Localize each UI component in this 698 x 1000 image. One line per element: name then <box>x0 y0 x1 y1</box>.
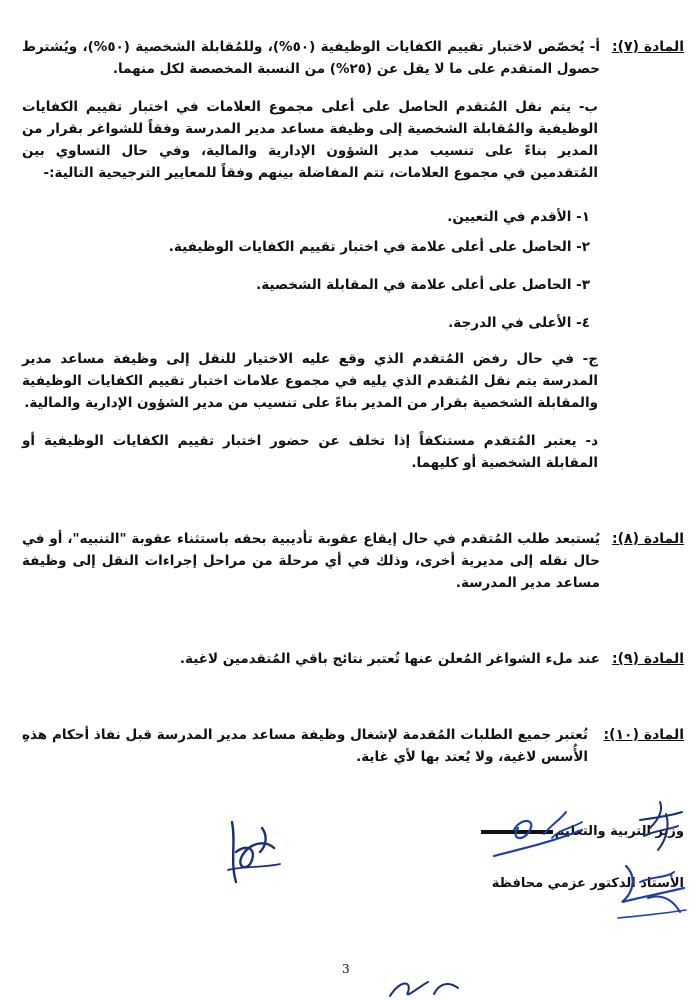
article-7 <box>22 36 684 471</box>
signatory-title: وزير التربية والتعليم <box>481 822 684 842</box>
criterion-1: ١- الأقدم في التعيين. <box>447 209 590 225</box>
article-7-label: المادة (٧): <box>612 39 684 55</box>
article-10-label: المادة (١٠): <box>603 727 684 743</box>
article-9-label: المادة (٩): <box>612 651 684 667</box>
criterion-2: ٢- الحاصل على أعلى علامة في اختبار تقييم الكفايات الوظيفية. <box>168 239 590 255</box>
article-9 <box>22 648 684 672</box>
minister-signature-icon <box>222 812 292 892</box>
article-7-clause-b: ب- يتم نقل المُتقدم الحاصل على أعلى مجموع العلامات في اختبار تقييم الكفايات الوظيفية والمُقابلة الشخصية إلى وظيفة مساعد مدير المدرسة وفقاً للشواغر بقرار من المدير بناءً على تنسيب مدير الشؤون الإدارية والمالية، وفي حال التساوي بين المُتقدمين في مجموع العلامات، تتم المفاضلة بينهم وفقاً للمعايير الترجيحية التالية:- <box>22 99 598 181</box>
left-signature-top-icon <box>620 796 690 856</box>
article-7-clause-d: د- يعتبر المُتقدم مستنكفاً إذا تخلف عن حضور اختبار تقييم الكفايات الوظيفية أو المقابلة الشخصية أو كليهما. <box>22 433 598 471</box>
article-7-clause-a: أ- يُخصّص لاختبار تقييم الكفايات الوظيفية (٥٠%)، وللمُقابلة الشخصية (٥٠%)، ويُشترط حصول المتقدم على ما لا يقل عن (٢٥%) من النسبة المخصصة لكل منهما. <box>22 39 600 77</box>
left-signature-bottom-icon <box>608 858 692 928</box>
signatory-name: الأستاذ الدكتور عزمي محافظة <box>491 876 684 891</box>
article-8-label: المادة (٨): <box>612 531 684 547</box>
article-8-text: يُستبعد طلب المُتقدم في حال إيقاع عقوبة تأديبية بحقه باستثناء عقوبة "التنبيه"، أو في حال نقله إلى مديرية أخرى، وذلك في أي مرحلة من مراحل إجراءات النقل إلى وظيفة مساعد مدير المدرسة. <box>22 531 600 591</box>
criterion-3: ٣- الحاصل على أعلى علامة في المقابلة الشخصية. <box>256 277 590 293</box>
article-9-text: عند ملء الشواغر المُعلن عنها تُعتبر نتائج باقي المُتقدمين لاغية. <box>179 651 600 667</box>
page-number: 3 <box>342 962 350 976</box>
criterion-4: ٤- الأعلى في الدرجة. <box>448 315 590 331</box>
bottom-signature-icon <box>384 974 464 1000</box>
article-8 <box>22 528 684 598</box>
article-7-clause-c: ج- في حال رفض المُتقدم الذي وقع عليه الاختيار للنقل إلى وظيفة مساعد مدير المدرسة يتم نقل المُتقدم الذي يليه في مجموع علامات اختبار تقييم الكفايات الوظيفية والمقابلة الشخصية بقرار من المدير بناءً على تنسيب من مدير الشؤون الإدارية والمالية. <box>22 351 598 411</box>
initials-signature-icon <box>486 800 596 870</box>
article-10-text: تُعتبر جميع الطلبات المُقدمة لإشغال وظيفة مساعد مدير المدرسة قبل نفاذ أحكام هذهِ الأُسس لاغية، ولا يُعتد بها لأي غاية. <box>22 727 588 765</box>
article-10 <box>22 724 684 772</box>
